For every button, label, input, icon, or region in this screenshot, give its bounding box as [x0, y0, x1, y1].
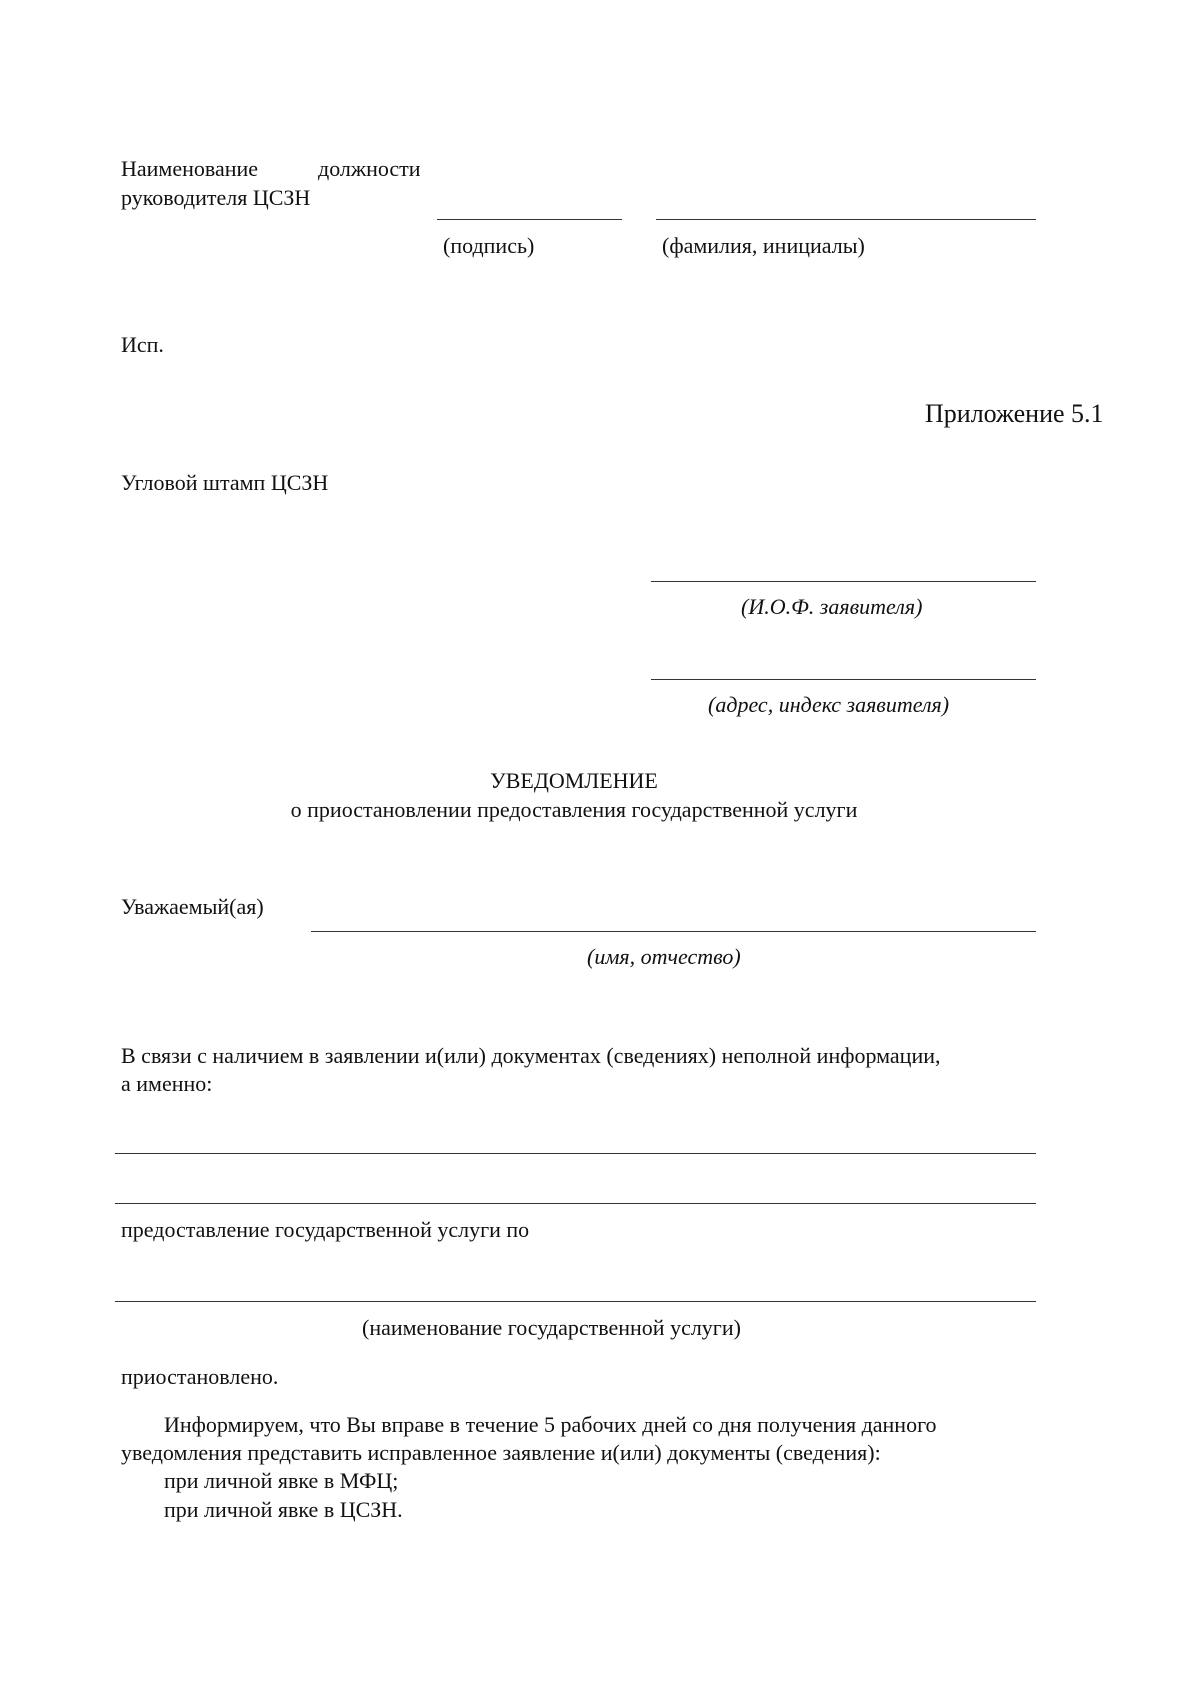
fullname-caption: (фамилия, инициалы): [662, 233, 865, 258]
option-mfc: при личной явке в МФЦ;: [164, 1468, 399, 1493]
applicant-address-line: [651, 679, 1036, 680]
signature-caption: (подпись): [443, 233, 535, 258]
option-cszn: при личной явке в ЦСЗН.: [164, 1497, 403, 1522]
applicant-name-caption: (И.О.Ф. заявителя): [741, 594, 923, 619]
fullname-line: [656, 219, 1036, 220]
greeting-name-line: [311, 931, 1036, 932]
executor-label: Исп.: [121, 332, 164, 357]
position-line-2: руководителя ЦСЗН: [121, 185, 311, 210]
reason-line-1: В связи с наличием в заявлении и(или) документах (сведениях) неполной информации,: [121, 1043, 941, 1068]
info-line-2: уведомления представить исправленное заявление и(или) документы (сведения):: [121, 1440, 881, 1465]
corner-stamp-label: Угловой штамп ЦСЗН: [121, 470, 329, 495]
position-word-1: Наименование: [121, 156, 259, 181]
notice-subtitle: о приостановлении предоставления государственной услуги: [290, 797, 858, 822]
reason-line-2: а именно:: [121, 1071, 213, 1096]
greeting-text: Уважаемый(ая): [121, 894, 264, 919]
reason-fill-line-1: [115, 1153, 1036, 1154]
appendix-label: Приложение 5.1: [925, 399, 1104, 428]
info-line-1: Информируем, что Вы вправе в течение 5 рабочих дней со дня получения данного: [164, 1412, 937, 1437]
notice-title: УВЕДОМЛЕНИЕ: [490, 768, 658, 793]
reason-fill-line-2: [115, 1203, 1036, 1204]
greeting-caption: (имя, отчество): [587, 944, 741, 969]
applicant-address-caption: (адрес, индекс заявителя): [708, 692, 950, 717]
service-prefix: предоставление государственной услуги по: [121, 1217, 530, 1242]
suspended-text: приостановлено.: [121, 1364, 279, 1389]
signature-line: [437, 219, 622, 220]
applicant-name-line: [651, 581, 1036, 582]
service-caption: (наименование государственной услуги): [362, 1315, 741, 1340]
service-name-line: [115, 1301, 1036, 1302]
position-word-2: должности: [318, 156, 421, 181]
